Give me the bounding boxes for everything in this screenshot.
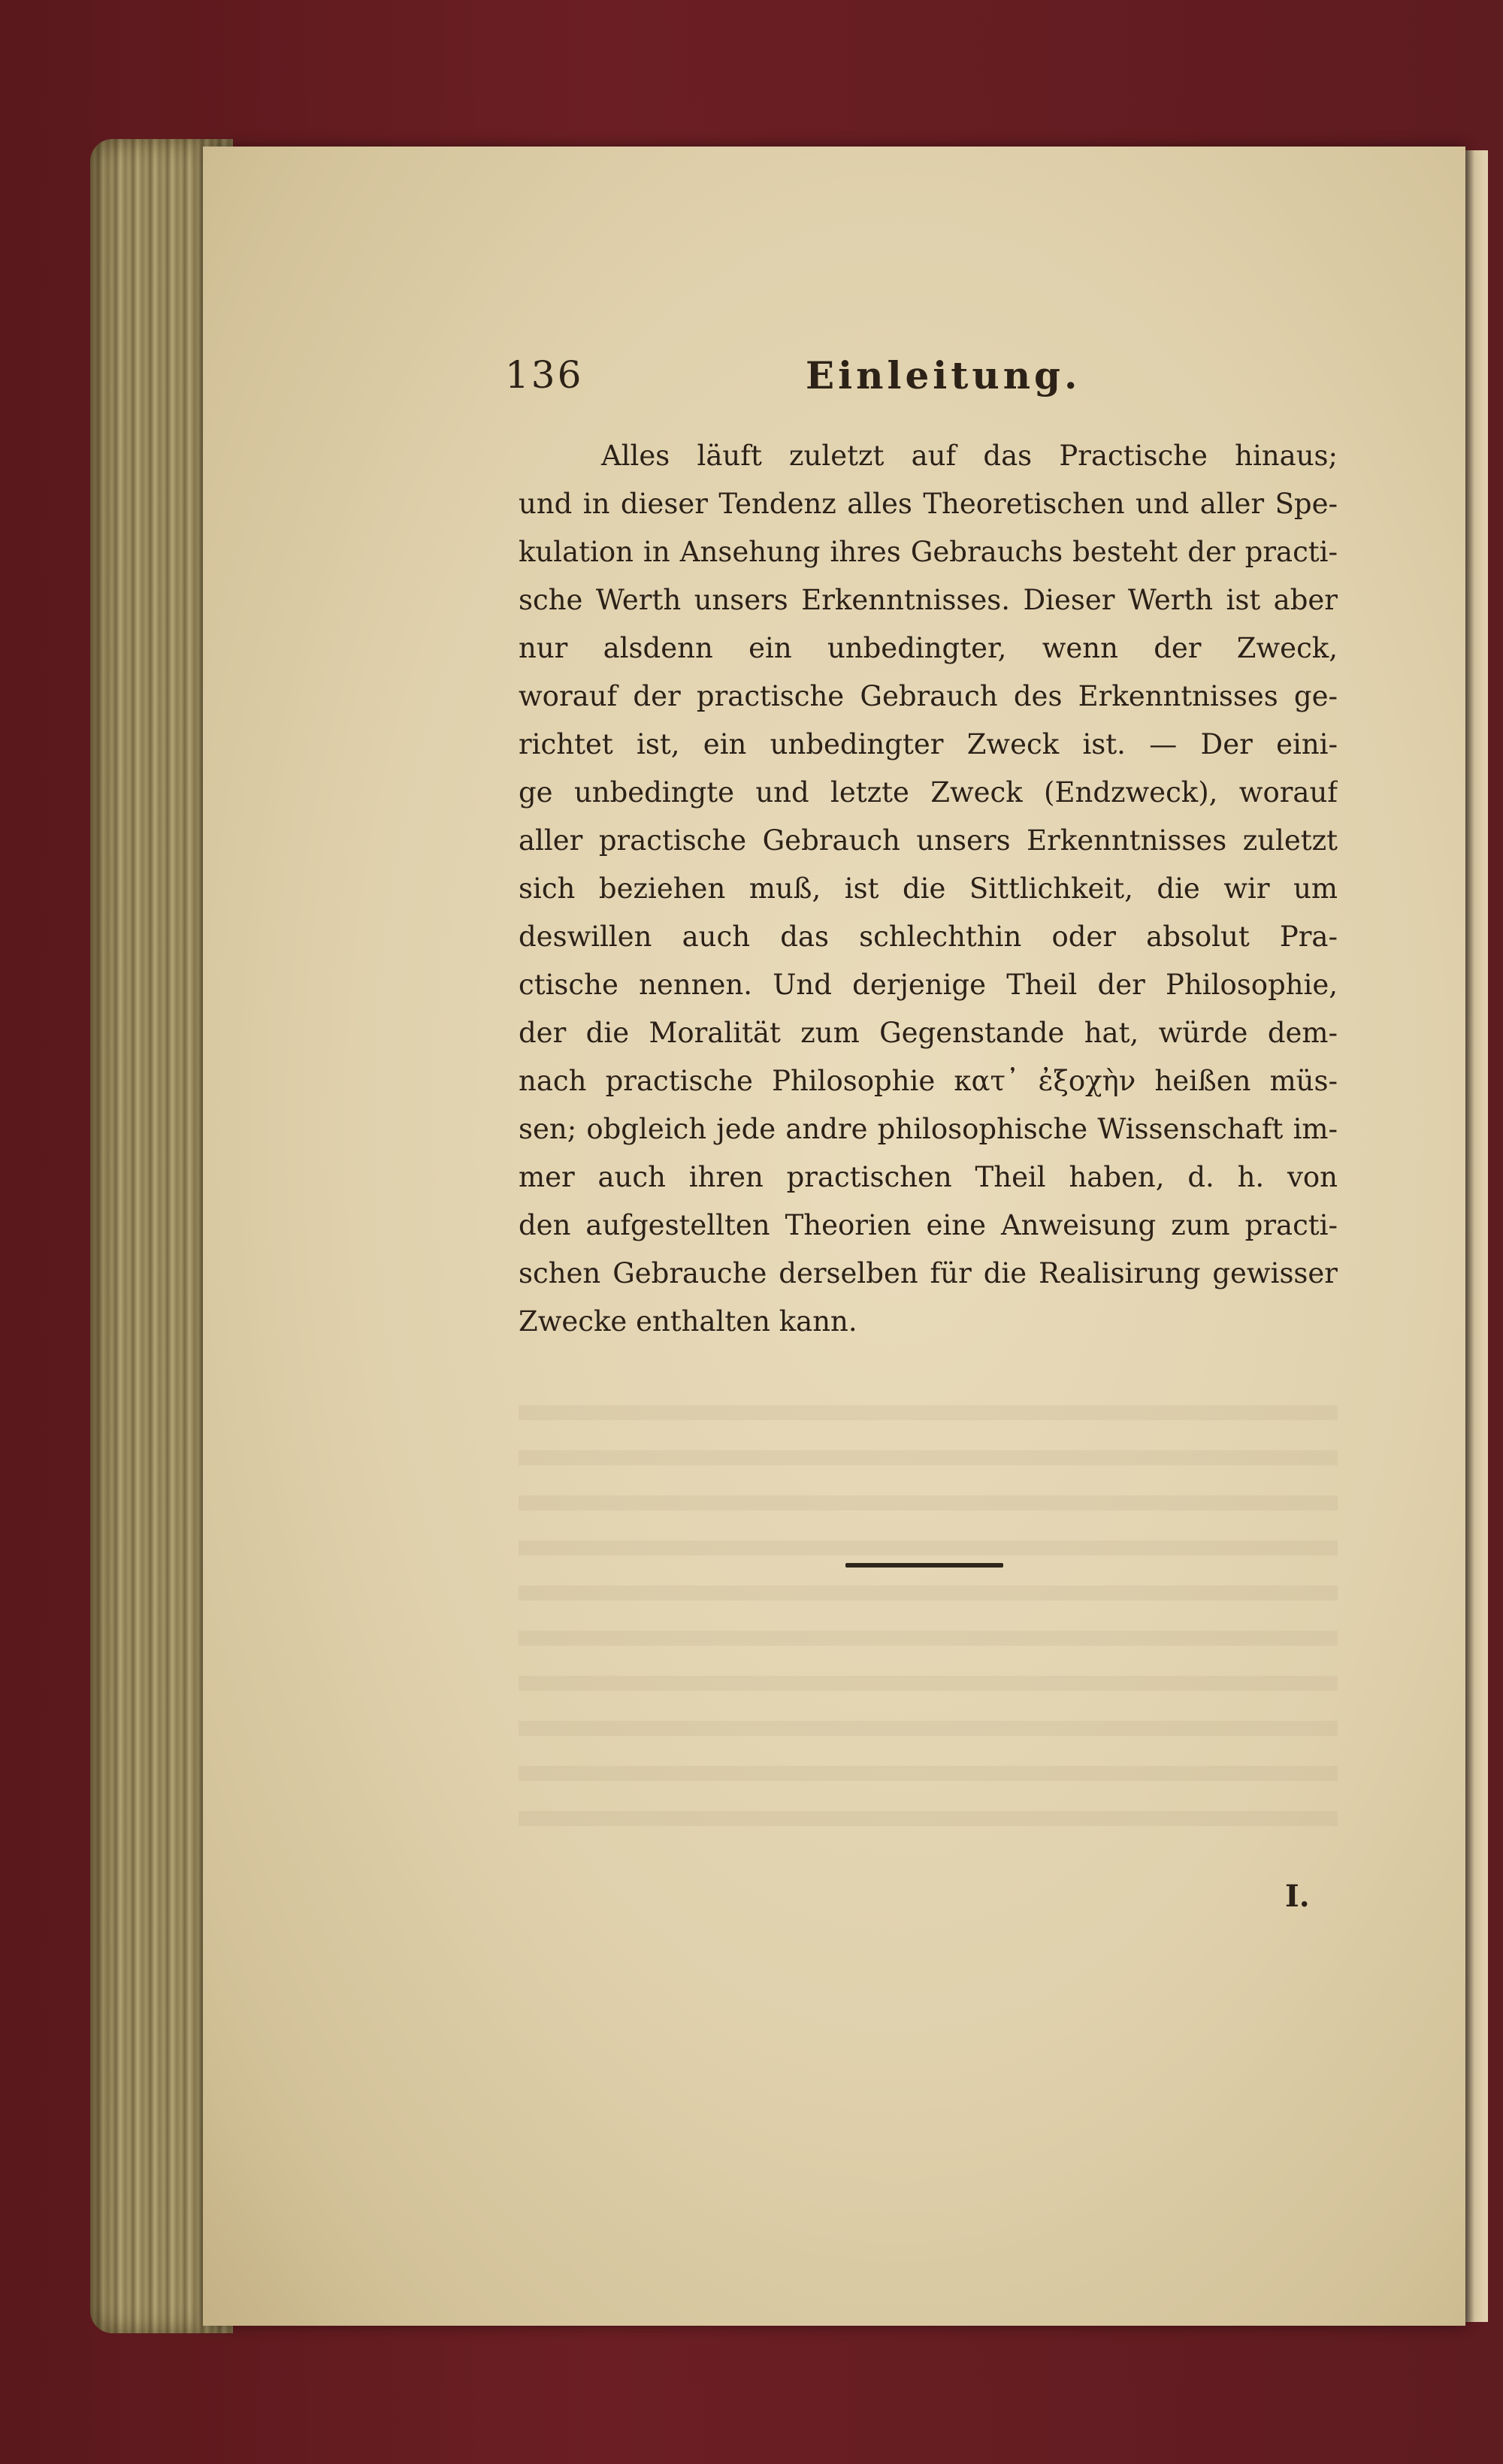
body-paragraph [519,432,1338,1394]
page-header [505,353,1332,413]
show-through-text [519,1375,1338,1841]
text-line: der die Moralität zum Gegenstande hat, würde dem- [519,1017,1338,1049]
text-line: worauf der practische Gebrauch des Erkenntnisses ge- [519,680,1338,712]
running-head: Einleitung. [806,353,1081,398]
catchword: I. [1285,1879,1310,1914]
text-line: nach practische Philosophie κατ᾽ ἐξοχὴν heißen müs- [519,1065,1338,1097]
text-line: ctische nennen. Und derjenige Theil der Philosophie, [519,969,1338,1001]
text-line: kulation in Ansehung ihres Gebrauchs besteht der practi- [519,536,1338,568]
text-line: deswillen auch das schlechthin oder absolut Pra- [519,921,1338,953]
text-line: und in dieser Tendenz alles Theoretischen und aller Spe- [519,488,1338,520]
text-line: nur alsdenn ein unbedingter, wenn der Zweck, [519,632,1338,664]
text-line: ge unbedingte und letzte Zweck (Endzweck), worauf [519,776,1338,809]
text-line: sen; obgleich jede andre philosophische Wissenschaft im- [519,1113,1338,1145]
text-line: den aufgestellten Theorien eine Anweisung zum practi- [519,1209,1338,1241]
text-line: Zwecke enthalten kann. [519,1305,857,1338]
text-line: Alles läuft zuletzt auf das Practische hinaus; [601,440,1338,472]
text-line: aller practische Gebrauch unsers Erkenntnisses zuletzt [519,824,1338,857]
section-divider-rule [845,1563,1003,1568]
text-line: mer auch ihren practischen Theil haben, d. h. von [519,1161,1338,1193]
text-line: richtet ist, ein unbedingter Zweck ist. — Der eini- [519,728,1338,760]
text-line: sich beziehen muß, ist die Sittlichkeit, die wir um [519,872,1338,905]
text-line: schen Gebrauche derselben für die Realisirung gewisser [519,1257,1338,1289]
text-line: sche Werth unsers Erkenntnisses. Dieser Werth ist aber [519,584,1338,616]
page-number: 136 [505,353,584,397]
